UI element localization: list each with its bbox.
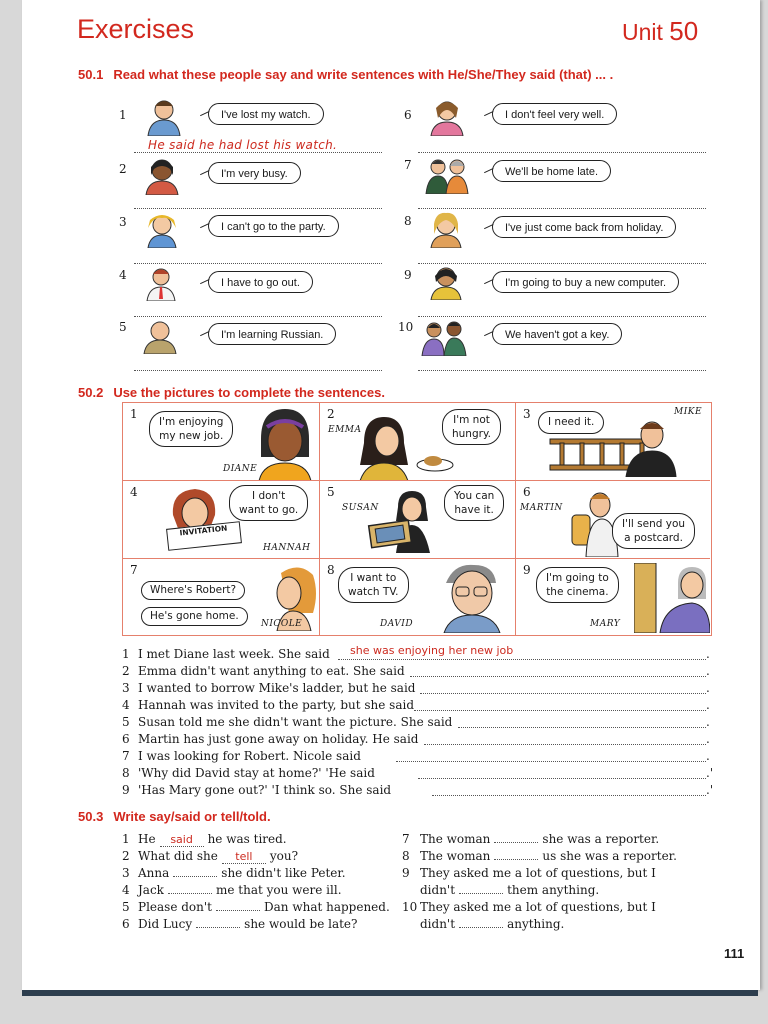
item-number: 4 — [119, 268, 127, 282]
item-after: them anything. — [507, 883, 600, 897]
sentence-end: . — [706, 749, 710, 763]
item-before: They asked me a lot of questions, but I — [420, 900, 656, 914]
panel-david — [320, 559, 516, 635]
sentence-text: 'Why did David stay at home?' 'He said — [138, 766, 375, 780]
blonde-woman-icon — [426, 210, 466, 248]
panel-number: 2 — [327, 407, 335, 421]
page-bottom-edge — [22, 990, 758, 996]
sentence-row — [122, 732, 418, 746]
speech-line: I don't — [252, 490, 286, 502]
item-number: 9 — [404, 268, 412, 282]
answer-line[interactable] — [134, 316, 382, 317]
gap-input[interactable] — [459, 927, 503, 928]
unit-word: Unit — [622, 19, 663, 45]
sentence-end: . — [706, 664, 710, 678]
panel-number: 4 — [130, 485, 138, 499]
speech-bubble: I can't go to the party. — [208, 215, 339, 237]
sentence-end: . — [706, 715, 710, 729]
gap-input[interactable] — [196, 927, 240, 928]
item-number: 7 — [404, 158, 412, 172]
item-number: 2 — [119, 162, 127, 176]
man-tie-icon — [142, 265, 182, 301]
panel-number: 8 — [327, 563, 335, 577]
panel-susan — [320, 481, 516, 559]
sentence-number: 4 — [122, 698, 130, 712]
item-number: 7 — [402, 832, 410, 846]
panel-number: 9 — [523, 563, 531, 577]
speech-line: I'm not — [453, 414, 490, 426]
sentence-text: 'Has Mary gone out?' 'I think so. She said — [138, 783, 392, 797]
sentence-text: I wanted to borrow Mike's ladder, but he said — [138, 681, 416, 695]
item-after: me that you were ill. — [215, 883, 342, 897]
item-before: What did she — [138, 849, 218, 863]
item-number: 10 — [398, 320, 414, 334]
sentence-row — [122, 664, 405, 678]
character-name: MARTIN — [520, 503, 563, 513]
unit-label — [622, 16, 698, 47]
item-number: 8 — [402, 849, 410, 863]
panel-speech — [229, 485, 308, 521]
page-number: 111 — [724, 946, 745, 961]
character-name: SUSAN — [342, 503, 379, 513]
item-after: Dan what happened. — [264, 900, 390, 914]
speech-bubble: I've just come back from holiday. — [492, 216, 676, 238]
item-number: 6 — [122, 917, 130, 931]
answer-line[interactable] — [134, 152, 382, 153]
answer-line[interactable] — [134, 208, 382, 209]
speech-line: hungry. — [452, 428, 492, 440]
gap-item — [122, 849, 298, 864]
sentence-text: Susan told me she didn't want the picture. She said — [138, 715, 453, 729]
woman-headache-icon — [426, 96, 468, 136]
exercise-50-2-heading — [78, 385, 385, 400]
exercise-number: 50.3 — [78, 809, 104, 824]
sentence-row — [122, 749, 361, 763]
panel-martin — [516, 481, 710, 559]
speech-line: I'll send you — [622, 518, 686, 530]
mike-icon — [620, 417, 678, 477]
item-after: she would be late? — [244, 917, 358, 931]
item-before: Did Lucy — [138, 917, 193, 931]
panel-number: 7 — [130, 563, 138, 577]
exercise-50-1-heading — [78, 67, 613, 82]
panel-emma — [320, 403, 516, 481]
gap-input[interactable] — [173, 876, 217, 877]
item-before: Anna — [138, 866, 170, 880]
sentence-end: . — [706, 732, 710, 746]
exercise-instruction: Use the pictures to complete the sentences. — [113, 385, 385, 400]
panel-number: 6 — [523, 485, 531, 499]
item-before: didn't — [420, 883, 456, 897]
two-people-icon — [420, 318, 470, 356]
gap-input[interactable] — [494, 859, 538, 860]
answer-line[interactable] — [458, 727, 706, 728]
speech-bubble: We'll be home late. — [492, 160, 611, 182]
sentence-row — [122, 681, 415, 695]
item-before: They asked me a lot of questions, but I — [420, 866, 656, 880]
sentence-end: .' — [706, 766, 714, 780]
answer-text: she was enjoying her new job — [350, 644, 514, 657]
gap-item — [402, 900, 656, 914]
gap-item — [122, 917, 357, 931]
sentence-number: 2 — [122, 664, 130, 678]
speech-line: want to go. — [239, 504, 299, 516]
item-number: 5 — [119, 320, 127, 334]
item-after: us she was a reporter. — [542, 849, 677, 863]
character-name: NICOLE — [261, 619, 303, 629]
item-number: 6 — [404, 108, 412, 122]
answer-line[interactable] — [134, 263, 382, 264]
answer-line[interactable] — [338, 659, 706, 660]
sentence-end: . — [706, 681, 710, 695]
panel-speech — [444, 485, 504, 521]
exercise-number: 50.1 — [78, 67, 104, 82]
character-name: MIKE — [674, 407, 703, 417]
item-number: 10 — [402, 900, 418, 914]
panel-number: 3 — [523, 407, 531, 421]
panel-hannah — [123, 481, 320, 559]
gap-item-continued — [420, 883, 599, 897]
sentence-row — [122, 647, 330, 661]
sentence-number: 6 — [122, 732, 130, 746]
speech-bubble: I'm going to buy a new computer. — [492, 271, 679, 293]
answer-line[interactable] — [418, 370, 706, 371]
gap-item — [402, 866, 656, 880]
item-after: she was a reporter. — [542, 832, 660, 846]
sentence-text: Hannah was invited to the party, but she said — [138, 698, 414, 712]
girl-icon — [142, 210, 182, 248]
panel-speech: He's gone home. — [141, 607, 248, 626]
sentence-text: I was looking for Robert. Nicole said — [138, 749, 361, 763]
sentence-end: . — [706, 647, 710, 661]
answer-line[interactable] — [134, 370, 382, 371]
item-number: 4 — [122, 883, 130, 897]
item-after: you? — [269, 849, 299, 863]
item-before: Please don't — [138, 900, 212, 914]
sentence-number: 9 — [122, 783, 130, 797]
item-after: she didn't like Peter. — [221, 866, 346, 880]
susan-picture-icon — [360, 489, 440, 553]
answer-line[interactable] — [418, 152, 706, 153]
character-name: DIANE — [223, 464, 258, 474]
food-plate-icon — [416, 447, 454, 473]
answer-line[interactable] — [418, 778, 706, 779]
bald-man-icon — [138, 318, 182, 354]
exercise-instruction: Read what these people say and write sentences with He/She/They said (that) ... . — [113, 67, 614, 82]
answer-line[interactable] — [418, 316, 706, 317]
speech-line: I'm enjoying — [159, 416, 224, 428]
speech-bubble: I don't feel very well. — [492, 103, 617, 125]
gap-input[interactable] — [216, 910, 260, 911]
item-before: Jack — [138, 883, 164, 897]
speech-bubble: I'm very busy. — [208, 162, 301, 184]
character-name: HANNAH — [263, 543, 311, 553]
item-number: 3 — [119, 215, 127, 229]
gap-item — [122, 832, 287, 847]
speech-line: You can — [454, 490, 495, 502]
sentence-text: Martin has just gone away on holiday. He said — [138, 732, 419, 746]
answer-text: He said he had lost his watch. — [148, 138, 338, 152]
panel-nicole — [123, 559, 320, 635]
panel-speech: I need it. — [538, 411, 604, 434]
gap-input[interactable] — [494, 842, 538, 843]
sentence-number: 8 — [122, 766, 130, 780]
gap-item-continued — [420, 917, 564, 931]
sentence-end: .' — [706, 783, 714, 797]
invitation-text: INVITATION — [179, 523, 228, 538]
page-title: Exercises — [77, 14, 195, 44]
panel-number: 1 — [130, 407, 138, 421]
answer-text: tell — [235, 850, 253, 863]
speech-bubble: I have to go out. — [208, 271, 313, 293]
speech-line: the cinema. — [546, 586, 609, 598]
sentence-end: . — [706, 698, 710, 712]
sentence-row — [122, 766, 375, 780]
item-after: he was tired. — [207, 832, 287, 846]
gap-input[interactable] — [459, 893, 503, 894]
mary-door-icon — [634, 563, 710, 633]
sentence-number: 7 — [122, 749, 130, 763]
item-number: 8 — [404, 214, 412, 228]
panel-diane — [123, 403, 320, 481]
woman-icon — [142, 155, 184, 195]
speech-line: have it. — [454, 504, 494, 516]
gap-item — [122, 866, 346, 880]
panel-speech — [612, 513, 695, 549]
speech-line: I'm going to — [546, 572, 609, 584]
answer-line[interactable] — [418, 208, 706, 209]
item-before: didn't — [420, 917, 456, 931]
character-name: DAVID — [380, 619, 414, 629]
answer-text: said — [170, 833, 193, 846]
david-icon — [434, 561, 504, 633]
panel-speech — [338, 567, 409, 603]
gap-item — [402, 849, 677, 863]
sentence-number: 5 — [122, 715, 130, 729]
item-before: He — [138, 832, 156, 846]
character-name: MARY — [590, 619, 621, 629]
speech-bubble: I'm learning Russian. — [208, 323, 336, 345]
character-name: EMMA — [328, 425, 362, 435]
sentence-row — [122, 698, 414, 712]
gap-input[interactable] — [168, 893, 212, 894]
speech-bubble: I've lost my watch. — [208, 103, 324, 125]
sentence-row — [122, 715, 452, 729]
sentence-row — [122, 783, 391, 797]
item-number: 5 — [122, 900, 130, 914]
diane-icon — [253, 407, 317, 481]
woman-computer-icon — [426, 264, 466, 300]
exercise-number: 50.2 — [78, 385, 104, 400]
panel-mike — [516, 403, 710, 481]
panel-number: 5 — [327, 485, 335, 499]
gap-input[interactable] — [222, 849, 266, 864]
item-before: The woman — [420, 849, 491, 863]
panel-speech: Where's Robert? — [141, 581, 245, 600]
speech-line: watch TV. — [348, 586, 399, 598]
gap-input[interactable] — [160, 832, 204, 847]
emma-icon — [354, 413, 414, 481]
sentence-text: I met Diane last week. She said — [138, 647, 330, 661]
item-number: 9 — [402, 866, 410, 880]
unit-number: 50 — [669, 16, 699, 46]
exercise-50-3-heading — [78, 809, 271, 824]
panel-speech — [442, 409, 501, 445]
speech-line: a postcard. — [624, 532, 683, 544]
couple-icon — [424, 154, 472, 194]
speech-line: my new job. — [159, 430, 224, 442]
sentence-number: 3 — [122, 681, 130, 695]
gap-item — [122, 900, 390, 914]
sentence-text: Emma didn't want anything to eat. She said — [138, 664, 405, 678]
answer-line[interactable] — [424, 744, 706, 745]
item-number: 3 — [122, 866, 130, 880]
workbook-page — [22, 0, 760, 990]
answer-line[interactable] — [420, 693, 706, 694]
item-after: anything. — [507, 917, 565, 931]
panel-speech — [536, 567, 619, 603]
answer-line[interactable] — [432, 795, 706, 796]
answer-line[interactable] — [414, 710, 706, 711]
gap-item — [402, 832, 659, 846]
exercise-instruction: Write say/said or tell/told. — [113, 809, 271, 824]
man-glasses-icon — [144, 96, 186, 136]
item-number: 2 — [122, 849, 130, 863]
sentence-number: 1 — [122, 647, 130, 661]
speech-line: I want to — [350, 572, 397, 584]
panel-mary — [516, 559, 710, 635]
gap-item — [122, 883, 342, 897]
panel-speech — [149, 411, 233, 447]
item-before: The woman — [420, 832, 491, 846]
item-number: 1 — [122, 832, 130, 846]
picture-grid — [122, 402, 712, 636]
answer-line[interactable] — [410, 676, 706, 677]
answer-line[interactable] — [396, 761, 706, 762]
speech-bubble: We haven't got a key. — [492, 323, 622, 345]
item-number: 1 — [119, 108, 127, 122]
